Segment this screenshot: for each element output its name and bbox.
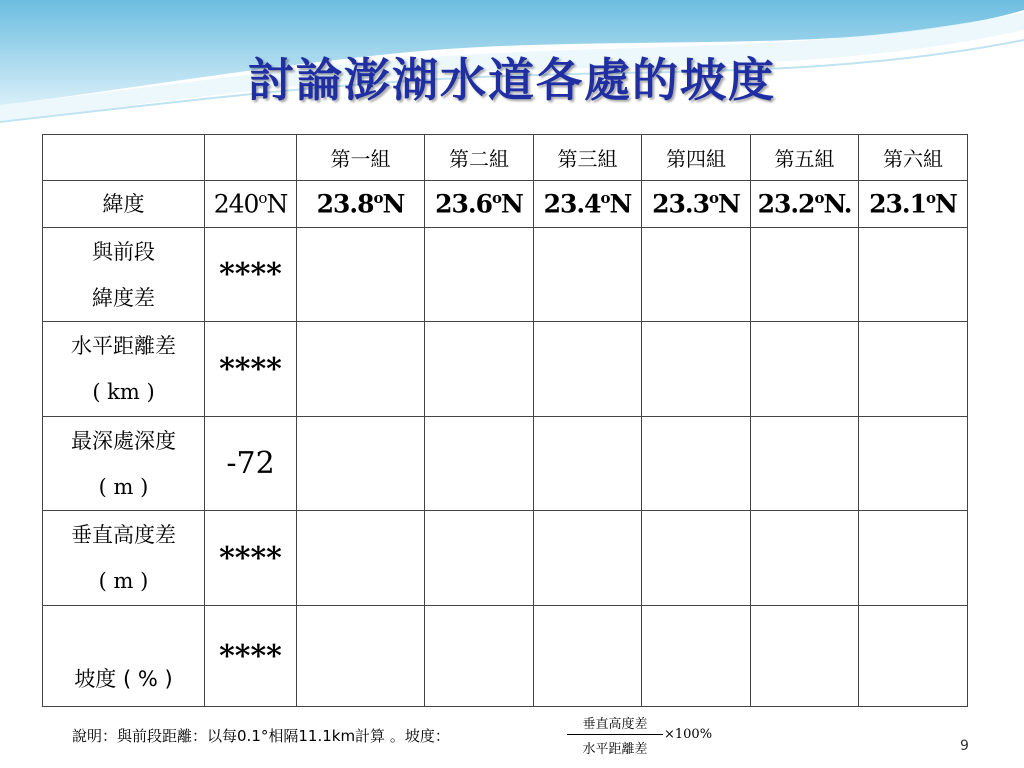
latitude-value: 23.2$^o$N. <box>751 181 859 228</box>
empty-cell <box>297 606 425 707</box>
latitude-value: 23.6$^o$N <box>425 181 534 228</box>
group-header: 第三組 <box>534 135 642 181</box>
row-first-value: -72 <box>205 417 297 511</box>
empty-cell <box>642 322 751 417</box>
empty-cell <box>534 322 642 417</box>
empty-cell <box>859 228 968 322</box>
empty-cell <box>859 417 968 511</box>
empty-cell <box>534 228 642 322</box>
table-row-max-depth <box>43 417 968 511</box>
latitude-value: 23.8$^o$N <box>297 181 425 228</box>
formula-denominator: 水平距離差 <box>582 742 648 757</box>
table-row-vertical-diff <box>43 511 968 606</box>
empty-cell <box>642 511 751 606</box>
row-first-value: **** <box>205 606 297 707</box>
slide-title: 討論澎湖水道各處的坡度 <box>248 53 776 107</box>
empty-cell <box>751 511 859 606</box>
row-label: 水平距離差 ( km ) <box>43 322 205 417</box>
group-header: 第二組 <box>425 135 534 181</box>
table-row-horizontal-distance <box>43 322 968 417</box>
empty-cell <box>642 228 751 322</box>
table-row-latitude <box>43 181 968 228</box>
empty-cell <box>425 606 534 707</box>
slope-table <box>42 134 968 707</box>
row-label: 與前段 緯度差 <box>43 228 205 322</box>
header-empty-cell <box>205 135 297 181</box>
empty-cell <box>534 606 642 707</box>
empty-cell <box>425 322 534 417</box>
row-label: 最深處深度 ( m ) <box>43 417 205 511</box>
empty-cell <box>534 511 642 606</box>
empty-cell <box>297 322 425 417</box>
table-header-row <box>43 135 968 181</box>
empty-cell <box>297 511 425 606</box>
row-label: 坡度 ( % ) <box>43 606 205 707</box>
empty-cell <box>534 417 642 511</box>
empty-cell <box>751 417 859 511</box>
footnote-text: 說明：與前段距離：以每0.1°相隔11.1km計算 。坡度： <box>72 727 450 745</box>
empty-cell <box>751 606 859 707</box>
table-row-slope <box>43 606 968 707</box>
empty-cell <box>859 511 968 606</box>
empty-cell <box>751 322 859 417</box>
empty-cell <box>859 606 968 707</box>
row-first-value: **** <box>205 228 297 322</box>
empty-cell <box>425 417 534 511</box>
empty-cell <box>859 322 968 417</box>
empty-cell <box>297 417 425 511</box>
group-header: 第五組 <box>751 135 859 181</box>
slope-formula-fraction <box>567 713 663 757</box>
empty-cell <box>297 228 425 322</box>
group-header: 第四組 <box>642 135 751 181</box>
page-number: 9 <box>960 738 969 754</box>
row-first-value: **** <box>205 511 297 606</box>
row-first-value: **** <box>205 322 297 417</box>
empty-cell <box>425 511 534 606</box>
empty-cell <box>642 606 751 707</box>
formula-multiplier: ×100% <box>664 727 713 742</box>
group-header: 第六組 <box>859 135 968 181</box>
row-label: 垂直高度差 ( m ) <box>43 511 205 606</box>
header-empty-cell <box>43 135 205 181</box>
empty-cell <box>751 228 859 322</box>
row-label: 緯度 <box>43 181 205 228</box>
latitude-first-value: 240$^o$N <box>205 181 297 228</box>
empty-cell <box>425 228 534 322</box>
empty-cell <box>642 417 751 511</box>
group-header: 第一組 <box>297 135 425 181</box>
formula-numerator: 垂直高度差 <box>567 713 663 735</box>
latitude-value: 23.4$^o$N <box>534 181 642 228</box>
latitude-value: 23.1$^o$N <box>859 181 968 228</box>
table-row-latitude-diff <box>43 228 968 322</box>
latitude-value: 23.3$^o$N <box>642 181 751 228</box>
